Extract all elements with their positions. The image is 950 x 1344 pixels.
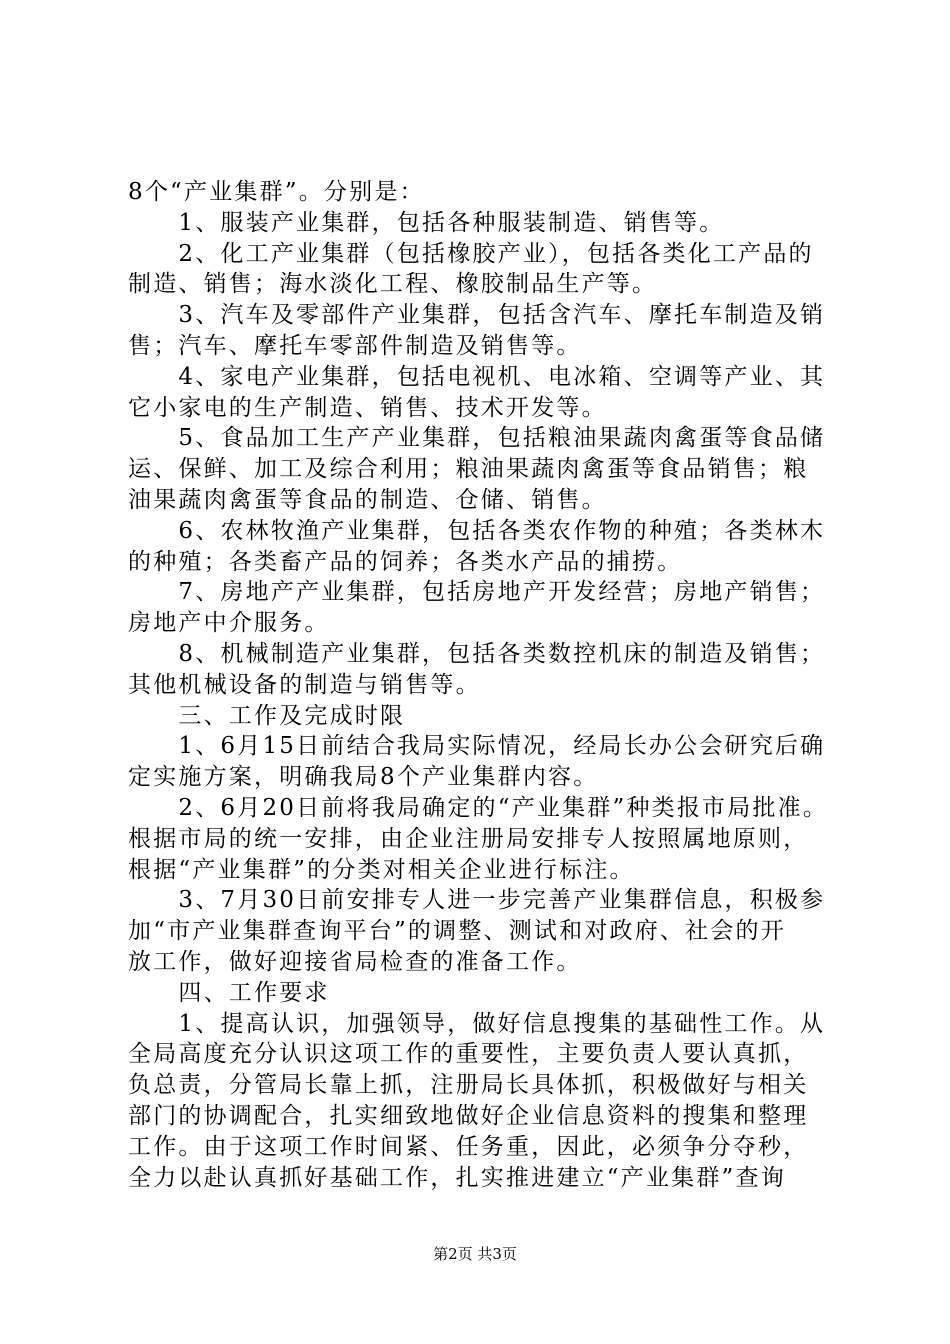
text-line: 三、工作及完成时限 — [128, 702, 406, 729]
text-line: 运、保鲜、加工及综合利用；粮油果蔬肉禽蛋等食品销售；粮 — [128, 456, 809, 483]
text-line: 4、家电产业集群，包括电视机、电冰箱、空调等产业、其 — [128, 363, 826, 390]
text-line: 1、6月15日前结合我局实际情况，经局长办公会研究后确 — [128, 733, 826, 760]
page-footer: 第2页 共3页 — [433, 1245, 517, 1263]
text-line: 2、化工产业集群（包括橡胶产业），包括各类化工产品的 — [128, 240, 814, 267]
document-body — [128, 177, 828, 1193]
text-line: 房地产中介服务。 — [128, 610, 330, 637]
text-line: 7、房地产产业集群，包括房地产开发经营；房地产销售； — [128, 579, 826, 606]
text-line: 2、6月20日前将我局确定的“产业集群”种类报市局批准。 — [128, 794, 829, 821]
text-line: 工作。由于这项工作时间紧、任务重，因此，必须争分夺秒， — [128, 1133, 809, 1160]
text-line: 根据“产业集群”的分类对相关企业进行标注。 — [128, 856, 635, 883]
text-line: 它小家电的生产制造、销售、技术开发等。 — [128, 394, 607, 421]
text-line: 定实施方案，明确我局8个产业集群内容。 — [128, 764, 599, 791]
text-line: 5、食品加工生产产业集群，包括粮油果蔬肉禽蛋等食品储 — [128, 425, 826, 452]
text-line: 部门的协调配合，扎实细致地做好企业信息资料的搜集和整理 — [128, 1102, 809, 1129]
text-line: 的种殖；各类畜产品的饲养；各类水产品的捕捞。 — [128, 548, 683, 575]
text-line: 8、机械制造产业集群，包括各类数控机床的制造及销售； — [128, 640, 826, 667]
text-line: 其他机械设备的制造与销售等。 — [128, 671, 481, 698]
text-line: 3、汽车及零部件产业集群，包括含汽车、摩托车制造及销 — [128, 302, 826, 329]
text-line: 售；汽车、摩托车零部件制造及销售等。 — [128, 332, 582, 359]
text-line: 全局高度充分认识这项工作的重要性，主要负责人要认真抓， — [128, 1041, 809, 1068]
text-line: 制造、销售；海水淡化工程、橡胶制品生产等。 — [128, 271, 658, 298]
text-line: 油果蔬肉禽蛋等食品的制造、仓储、销售。 — [128, 486, 607, 513]
text-line: 加“市产业集群查询平台”的调整、测试和对政府、社会的开 — [128, 918, 786, 945]
text-line: 1、服装产业集群，包括各种服装制造、销售等。 — [128, 209, 725, 236]
text-line: 3、7月30日前安排专人进一步完善产业集群信息，积极参 — [128, 887, 826, 914]
text-line: 全力以赴认真抓好基础工作，扎实推进建立“产业集群”查询 — [128, 1164, 786, 1191]
text-line: 6、农林牧渔产业集群，包括各类农作物的种殖；各类林木 — [128, 517, 826, 544]
text-line: 根据市局的统一安排，由企业注册局安排专人按照属地原则， — [128, 825, 809, 852]
text-line: 1、提高认识，加强领导，做好信息搜集的基础性工作。从 — [128, 1010, 826, 1037]
text-line: 8个“产业集群”。分别是： — [128, 179, 425, 205]
text-line: 放工作，做好迎接省局检查的准备工作。 — [128, 948, 582, 975]
text-line: 负总责，分管局长靠上抓，注册局长具体抓，积极做好与相关 — [128, 1072, 809, 1099]
text-line: 四、工作要求 — [128, 979, 330, 1006]
